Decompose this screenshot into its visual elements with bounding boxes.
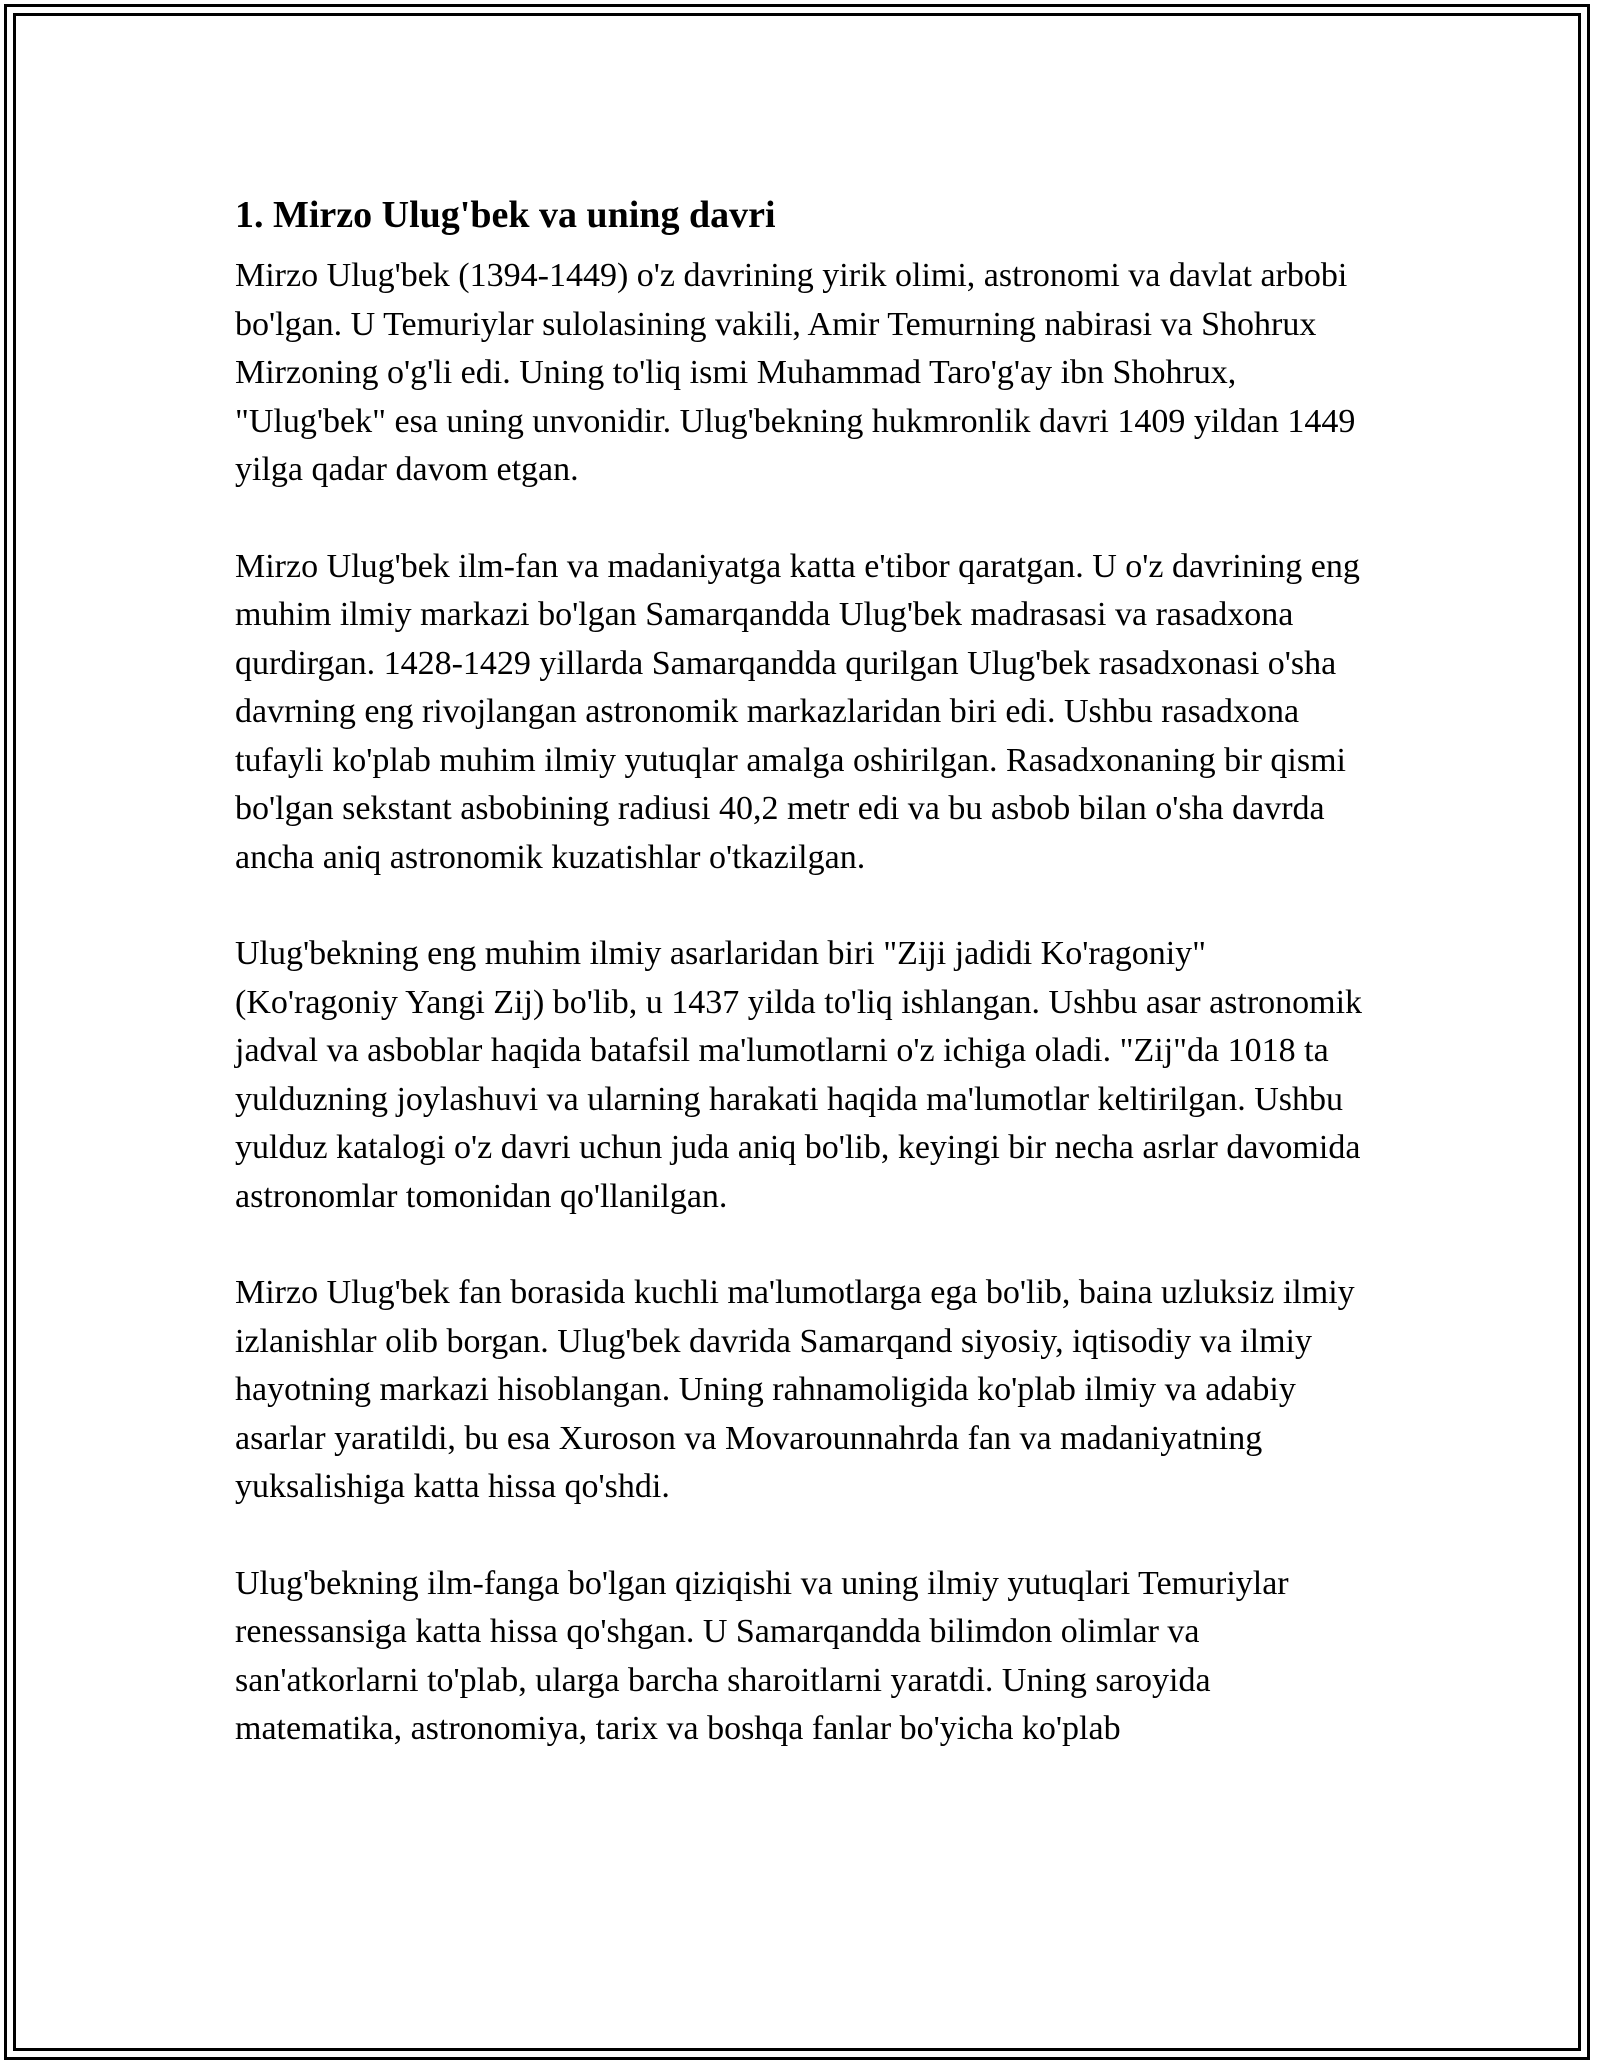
paragraph-2: Mirzo Ulug'bek ilm-fan va madaniyatga katta e'tibor qaratgan. U o'z davrining eng muhim ilmiy markazi bo'lgan Samarqandda Ulug'bek madrasasi va rasadxona qurdirgan. 1428-1429 yillarda Samarqandda qurilgan Ulug'bek rasadxonasi o'sha davrning eng rivojlangan astronomik markazlaridan biri edi. Ushbu rasadxona tufayli ko'plab muhim ilmiy yutuqlar amalga oshirilgan. Rasadxonaning bir qismi bo'lgan sekstant asbobining radiusi 40,2 metr edi va bu asbob bilan o'sha davrda ancha aniq astronomik kuzatishlar o'tkazilgan. xyxy=(235,547,1360,876)
section-heading: 1. Mirzo Ulug'bek va uning davri xyxy=(235,194,776,236)
paragraph-5: Ulug'bekning ilm-fanga bo'lgan qiziqishi va uning ilmiy yutuqlari Temuriylar renessansiga katta hissa qo'shgan. U Samarqandda bilimdon olimlar va san'atkorlarni to'plab, ularga barcha sharoitlarni yaratdi. Uning saroyida matematika, astronomiya, tarix va boshqa fanlar bo'yicha ko'plab xyxy=(235,1564,1289,1747)
paragraph-1: Mirzo Ulug'bek (1394-1449) o'z davrining yirik olimi, astronomi va davlat arbobi bo'lgan. U Temuriylar sulolasining vakili, Amir Temurning nabirasi va Shohrux Mirzoning o'g'li edi. Uning to'liq ismi Muhammad Taro'g'ay ibn Shohrux, "Ulug'bek" esa uning unvonidir. Ulug'bekning hukmronlik davri 1409 yildan 1449 yilga qadar davom etgan. xyxy=(235,257,1356,488)
paragraph-3: Ulug'bekning eng muhim ilmiy asarlaridan biri "Ziji jadidi Ko'ragoniy" (Ko'ragoniy Yangi Zij) bo'lib, u 1437 yilda to'liq ishlangan. Ushbu asar astronomik jadval va asboblar haqida batafsil ma'lumotlarni o'z ichiga oladi. "Zij"da 1018 ta yulduzning joylashuvi va ularning harakati haqida ma'lumotlar keltirilgan. Ushbu yulduz katalogi o'z davri uchun juda aniq bo'lib, keyingi bir necha asrlar davomida astronomlar tomonidan qo'llanilgan. xyxy=(235,935,1363,1215)
document-body xyxy=(235,188,1370,1802)
paragraph-4: Mirzo Ulug'bek fan borasida kuchli ma'lumotlarga ega bo'lib, baina uzluksiz ilmiy izlanishlar olib borgan. Ulug'bek davrida Samarqand siyosiy, iqtisodiy va ilmiy hayotning markazi hisoblangan. Uning rahnamoligida ko'plab ilmiy va adabiy asarlar yaratildi, bu esa Xuroson va Movarounnahrda fan va madaniyatning yuksalishiga katta hissa qo'shdi. xyxy=(235,1274,1355,1505)
